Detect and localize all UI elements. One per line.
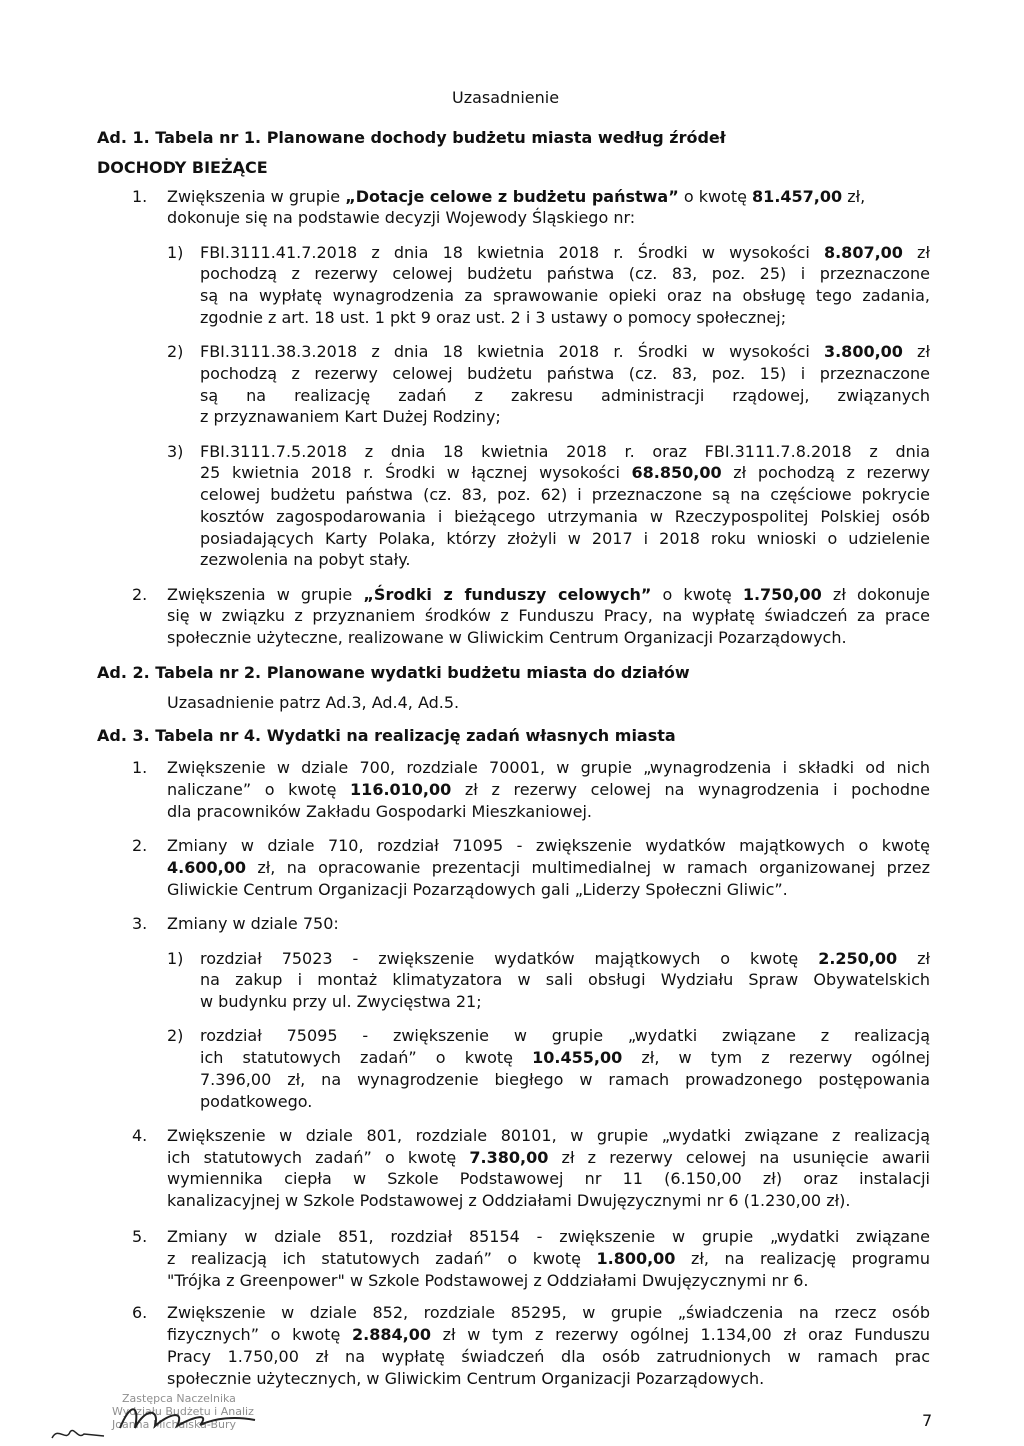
text-run: rozdział 75023 - zwiększenie wydatków majątkowych o kwotę [200,949,819,968]
list-item-text: "Trójka z Greenpower" w Szkole Podstawowej z Oddziałami Dwujęzycznymi nr 6. [167,1271,809,1290]
text-run: Zwiększenia w grupie [167,585,364,604]
amount: 1.750,00 [742,585,822,604]
text-run: 25 kwietnia 2018 r. Środki w łącznej wysokości [200,463,632,482]
list-item-text: społecznie użytecznych, w Gliwickim Centrum Organizacji Pozarządowych. [167,1369,765,1388]
sublist-text: rozdział 75095 - zwiększenie w grupie „wydatki związane z realizacją [200,1026,930,1045]
ad1-heading [97,127,726,149]
sublist-text [200,242,930,264]
sublist-text: celowej budżetu państwa (cz. 83, poz. 62) i przeznaczone są na częściowe pokrycie [200,485,930,504]
sublist-text: są na wypłatę wynagrodzenia za sprawowanie opieki oraz na obsługę tego zadania, [200,286,930,305]
sublist-text: zezwolenia na pobyt stały. [200,550,411,569]
amount: 4.600,00 [167,858,246,877]
list-item-text: kanalizacyjnej w Szkole Podstawowej z Oddziałami Dwujęzycznymi nr 6 (1.230,00 zł). [167,1191,851,1210]
sublist-number: 2) [167,342,184,361]
stamp-line: Wydziału Budżetu i Analiz [112,1405,254,1418]
list-item-text: Zwiększenie w dziale 852, rozdziale 85295, w grupie „świadczenia na rzecz osób [167,1303,930,1322]
sublist-number: 2) [167,1026,184,1045]
sublist-number: 3) [167,442,184,461]
text-run: zł w tym z rezerwy ogólnej 1.134,00 zł oraz Funduszu [430,1325,931,1344]
text-run: zł, na opracowanie prezentacji multimedialnej w ramach organizowanej przez [245,858,930,877]
text-run: zł dokonuje [821,585,931,604]
sublist-text: podatkowego. [200,1092,313,1111]
list-number: 6. [132,1303,148,1322]
list-number: 1. [132,187,148,206]
list-item-text: Gliwickie Centrum Organizacji Pozarządowych gali „Liderzy Społeczni Gliwic”. [167,880,788,899]
ad3-heading [97,725,676,747]
signature-scribble [115,1398,265,1438]
text-run: zł, [842,187,866,206]
sublist-text [200,1047,930,1069]
text-run: FBI.3111.41.7.2018 z dnia 18 kwietnia 2018 r. Środki w wysokości [200,243,824,262]
sublist-text: pochodzą z rezerwy celowej budżetu państwa (cz. 83, poz. 15) i przeznaczone [200,364,930,383]
list-number: 3. [132,914,148,933]
list-number: 5. [132,1227,148,1246]
list-item-text: Pracy 1.750,00 zł na wypłatę świadczeń dla osób zatrudnionych w ramach prac [167,1347,930,1366]
text-run: zł, w tym z rezerwy ogólnej [622,1048,930,1067]
sublist-text [200,341,930,363]
amount: 8.807,00 [823,243,903,262]
sublist-text: 7.396,00 zł, na wynagrodzenie biegłego w ramach prowadzonego postępowania [200,1070,930,1089]
sublist-text: na zakup i montaż klimatyzatora w sali obsługi Wydziału Spraw Obywatelskich [200,970,930,989]
document-title: Uzasadnienie [452,88,560,107]
text-run: zł z rezerwy celowej na wynagrodzenia i pochodne [451,780,930,799]
sublist-text: pochodzą z rezerwy celowej budżetu państwa (cz. 83, poz. 25) i przeznaczone [200,264,930,283]
stamp-line: Zastępca Naczelnika [122,1392,236,1405]
sublist-text: kosztów zagospodarowania i bieżącego utrzymania w Rzeczypospolitej Polskiej osób [200,507,930,526]
ad1-subheading: DOCHODY BIEŻĄCE [97,158,268,177]
list-item-text [167,186,865,208]
sublist-text: zgodnie z art. 18 ust. 1 pkt 9 oraz ust. 2 i 3 ustawy o pomocy społecznej; [200,308,787,327]
signature-stroke [120,1409,255,1428]
sublist-text [200,462,930,484]
text-run: zł [897,949,931,968]
list-item-text: Zwiększenie w dziale 801, rozdziale 80101, w grupie „wydatki związane z realizacją [167,1126,930,1145]
list-number: 2. [132,585,148,604]
sublist-text: posiadających Karty Polaka, którzy złożyli w 2017 i 2018 roku wnioski o udzielenie [200,529,930,548]
list-number: 4. [132,1126,148,1145]
amount: 10.455,00 [532,1048,623,1067]
amount: 1.800,00 [596,1249,676,1268]
text-run: zł [902,342,931,361]
text-run: zł, na realizację programu [675,1249,930,1268]
amount: 81.457,00 [752,187,843,206]
list-item-text: Zmiany w dziale 710, rozdział 71095 - zwiększenie wydatków majątkowych o kwotę [167,836,930,855]
ad1-heading-title: Planowane dochody budżetu miasta według źródeł [266,128,726,147]
list-item-text: się w związku z przyznaniem środków z Funduszu Pracy, na wypłatę świadczeń za prace [167,606,930,625]
list-item-text [167,1324,930,1346]
text-run: zł [902,243,931,262]
page-number: 7 [922,1411,933,1430]
text-run: o kwotę [678,187,753,206]
ad3-heading-prefix: Ad. 3. Tabela nr 4. [97,726,267,745]
ad1-heading-prefix: Ad. 1. Tabela nr 1. [97,128,267,147]
amount: 68.850,00 [631,463,722,482]
text-run: o kwotę [651,585,743,604]
list-number: 2. [132,836,148,855]
list-item-text [167,779,930,801]
amount: 3.800,00 [823,342,903,361]
list-number: 1. [132,758,148,777]
ad2-heading-title: Planowane wydatki budżetu miasta do działów [266,663,690,682]
list-item-text: wymiennika ciepła w Szkole Podstawowej nr 11 (6.150,00 zł) oraz instalacji [167,1169,930,1188]
list-item-text [167,857,930,879]
list-item-text [167,584,930,606]
ad3-heading-title: Wydatki na realizację zadań własnych miasta [266,726,676,745]
text-run: zł z rezerwy celowej na usunięcie awarii [548,1148,930,1167]
text-run: zł pochodzą z rezerwy [721,463,930,482]
group-name: „Dotacje celowe z budżetu państwa” [345,187,679,206]
stamp-line: Joanna Michalska-Bury [112,1418,237,1431]
list-item-text [167,1248,930,1270]
ad2-text: Uzasadnienie patrz Ad.3, Ad.4, Ad.5. [167,693,460,712]
amount: 2.250,00 [818,949,898,968]
sublist-text: w budynku przy ul. Zwycięstwa 21; [200,992,482,1011]
text-run: ich statutowych zadań” o kwotę [167,1148,470,1167]
list-item-text: Zmiany w dziale 851, rozdział 85154 - zwiększenie w grupie „wydatki związane [167,1227,930,1246]
text-run: ich statutowych zadań” o kwotę [200,1048,533,1067]
text-run: FBI.3111.38.3.2018 z dnia 18 kwietnia 2018 r. Środki w wysokości [200,342,824,361]
group-name: „Środki z funduszy celowych” [363,585,652,604]
list-item-text: dla pracowników Zakładu Gospodarki Mieszkaniowej. [167,802,592,821]
ad2-heading-prefix: Ad. 2. Tabela nr 2. [97,663,267,682]
list-item-text: Zwiększenie w dziale 700, rozdziale 70001, w grupie „wynagrodzenia i składki od nich [167,758,930,777]
amount: 116.010,00 [350,780,452,799]
sublist-text [200,948,930,970]
amount: 2.884,00 [352,1325,431,1344]
text-run: z realizacją ich statutowych zadań” o kwotę [167,1249,597,1268]
amount: 7.380,00 [469,1148,549,1167]
text-run: fizycznych” o kwotę [167,1325,353,1344]
ad2-heading [97,662,690,684]
list-item-text: społecznie użyteczne, realizowane w Gliwickim Centrum Organizacji Pozarządowych. [167,628,847,647]
initials-scribble [48,1422,108,1446]
sublist-text: z przyznawaniem Kart Dużej Rodziny; [200,407,501,426]
sublist-number: 1) [167,949,184,968]
sublist-text: FBI.3111.7.5.2018 z dnia 18 kwietnia 2018 r. oraz FBI.3111.7.8.2018 z dnia [200,442,930,461]
list-item-text: dokonuje się na podstawie decyzji Wojewody Śląskiego nr: [167,208,636,227]
text-run: naliczane” o kwotę [167,780,351,799]
initials-stroke [52,1430,104,1438]
list-item-text [167,1147,930,1169]
text-run: Zwiększenia w grupie [167,187,346,206]
sublist-text: są na realizację zadań z zakresu administracji rządowej, związanych [200,386,930,405]
sublist-number: 1) [167,243,184,262]
list-item-text: Zmiany w dziale 750: [167,914,339,933]
